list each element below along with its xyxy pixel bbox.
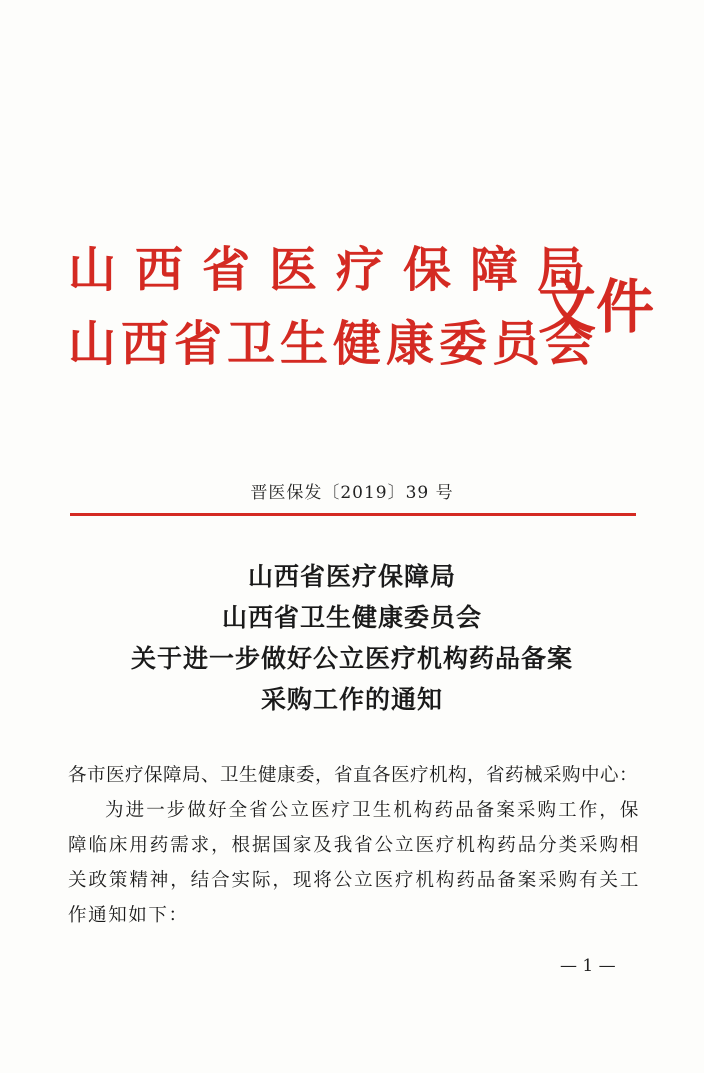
title-line-4: 采购工作的通知 xyxy=(260,685,443,714)
title-line-1: 山西省医疗保障局 xyxy=(247,562,456,591)
salutation: 各市医疗保障局、卫生健康委，省直各医疗机构，省药械采购中心： xyxy=(68,765,639,786)
document-title xyxy=(0,556,704,720)
title-line-2: 山西省卫生健康委员会 xyxy=(221,603,482,632)
header-red-rule xyxy=(70,513,636,516)
page-number: — 1 — xyxy=(560,956,616,976)
body-paragraph-1: 为进一步做好全省公立医疗卫生机构药品备案采购工作，保障临床用药需求，根据国家及我省公立医疗机构药品分类采购相关政策精神，结合实际，现将公立医疗机构药品备案采购有关工作通知如下： xyxy=(68,800,640,926)
header-document-type: 文件 xyxy=(538,273,655,341)
title-line-3: 关于进一步做好公立医疗机构药品备案 xyxy=(130,644,573,673)
header-issuer-line-2: 山西省卫生健康委员会 xyxy=(68,316,599,372)
header-issuer-line-1: 山西省医疗保障局 xyxy=(68,242,605,298)
document-number: 晋医保发〔2019〕39 号 xyxy=(250,483,454,503)
document-body xyxy=(68,758,640,933)
document-header xyxy=(68,236,655,396)
